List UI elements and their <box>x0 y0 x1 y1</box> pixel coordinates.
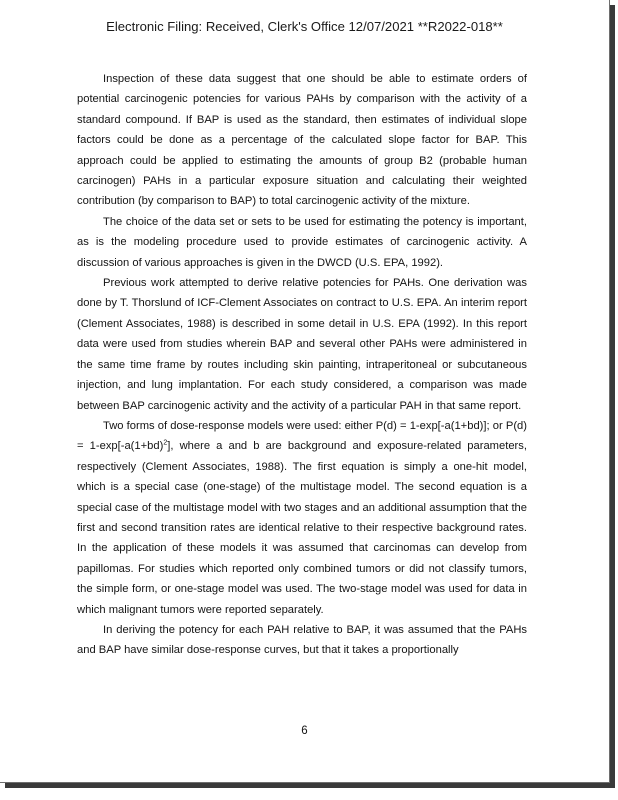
filing-stamp-header: Electronic Filing: Received, Clerk's Office 12/07/2021 **R2022-018** <box>106 19 503 34</box>
paragraph-inspection: Inspection of these data suggest that one should be able to estimate orders of potential carcinogenic potencies for various PAHs by comparison with the activity of a standard compound. If BAP is used as the standard, then estimates of individual slope factors could be done as a percentage of the calculated slope factor for BAP. This approach could be applied to estimating the amounts of group B2 (probable human carcinogen) PAHs in a particular exposure situation and calculating their weighted contribution (by comparison to BAP) to total carcinogenic activity of the mixture. <box>77 73 527 208</box>
page-number: 6 <box>301 725 308 737</box>
exponent-superscript: 2 <box>163 439 168 447</box>
paragraph-previous-work: Previous work attempted to derive relative potencies for PAHs. One derivation was done by T. Thorslund of ICF-Clement Associates on contract to U.S. EPA. An interim report (Clement Associates, 1988) is described in some detail in U.S. EPA (1992). In this report data were used from studies wherein BAP and several other PAHs were administered in the same time frame by routes including skin painting, intraperitoneal or subcutaneous injection, and lung implantation. For each study considered, a comparison was made between BAP carcinogenic activity and the activity of a particular PAH in that same report. <box>77 277 527 412</box>
paragraph-relative-potency: In deriving the potency for each PAH relative to BAP, it was assumed that the PAHs and BAP have similar dose-response curves, but that it takes a proportionally <box>77 623 527 657</box>
paragraph-dose-response-models <box>77 416 527 620</box>
body-text <box>77 69 527 661</box>
dose-text-part-2: ], where a and b are background and exposure-related parameters, respectively (Clement Associates, 1988). The first equation is simply a one-hit model, which is a special case (one-stage) of the multistage model. The second equation is a special case of the multistage model with two stages and an additional assumption that the first and second transition rates are identical relative to their respective background rates. In the application of these models it was assumed that carcinomas can develop from papillomas. For studies which reported only combined tumors or did not classify tumors, the simple form, or one-stage model was used. The two-stage model was used for data in which malignant tumors were reported separately. <box>77 440 527 616</box>
dose-text-part-1: Two forms of dose-response models were used: either P(d) = 1-exp[-a(1+bd)]; or P(d) = 1-exp[-a(1+bd) <box>77 419 527 453</box>
paragraph-data-choice: The choice of the data set or sets to be used for estimating the potency is important, as is the modeling procedure used to provide estimates of carcinogenic activity. A discussion of various approaches is given in the DWCD (U.S. EPA, 1992). <box>77 215 527 269</box>
